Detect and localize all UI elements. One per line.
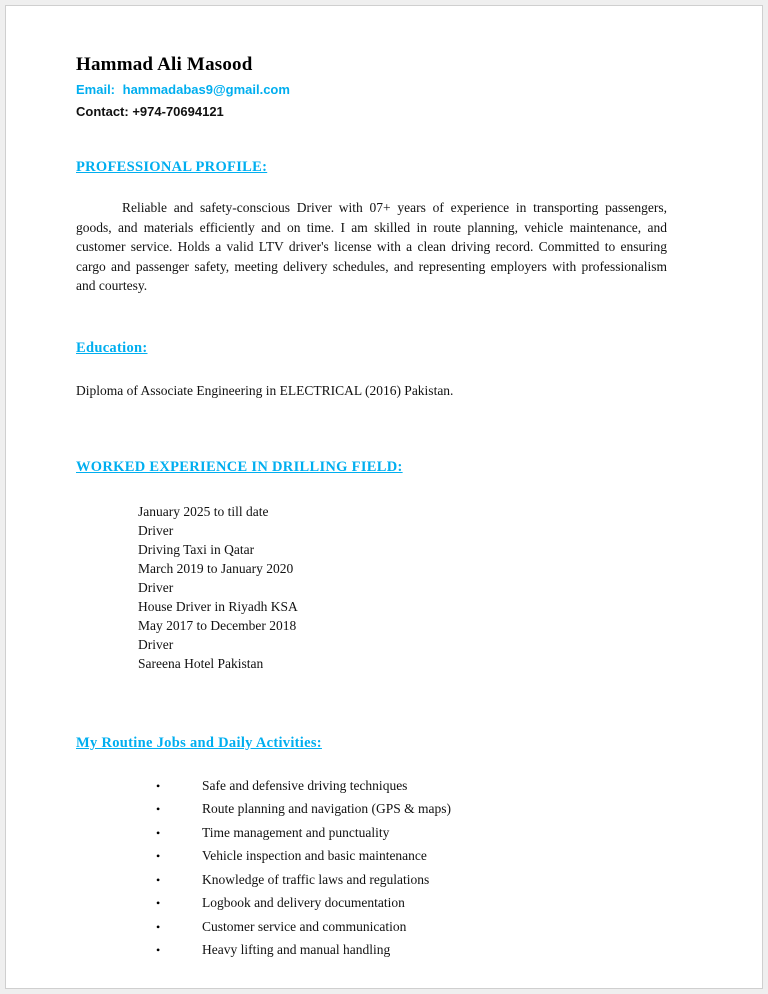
list-item [76,848,667,864]
resume-page [5,5,763,989]
activity-text: Safe and defensive driving techniques [202,777,408,793]
activity-text: Vehicle inspection and basic maintenance [202,848,427,863]
section-heading-profile: PROFESSIONAL PROFILE: [76,159,268,175]
section-heading-activities: My Routine Jobs and Daily Activities: [76,734,322,751]
experience-line: May 2017 to December 2018 [138,617,297,633]
list-item [76,825,667,841]
activity-text: Heavy lifting and manual handling [202,942,391,957]
activity-text: Route planning and navigation (GPS & maps) [202,801,451,816]
experience-line: Driver [138,636,174,652]
experience-line: Driving Taxi in Qatar [138,541,255,557]
experience-line: Driver [138,579,174,595]
bullet-icon: • [156,872,161,887]
experience-line: Sareena Hotel Pakistan [138,655,264,671]
experience-line: January 2025 to till date [138,503,269,519]
list-item [76,872,667,888]
email-line [76,82,667,97]
email-link[interactable]: hammadabas9@gmail.com [122,82,290,97]
section-heading-experience: WORKED EXPERIENCE IN DRILLING FIELD: [76,458,403,475]
profile-paragraph: Reliable and safety-conscious Driver with 07+ years of experience in transporting passengers, goods, and materials efficiently and on time. I am skilled in route planning, vehicle maintenance, and customer service. Holds a valid LTV driver's license with a clean driving record. Committed to ensuring cargo and passenger safety, meeting delivery schedules, and representing employers with professionalism and courtesy. [76,200,667,293]
experience-line: Driver [138,522,174,538]
activity-text: Logbook and delivery documentation [202,895,405,910]
activities-list [76,778,667,959]
activity-text: Time management and punctuality [202,824,390,840]
email-label: Email: [76,82,116,97]
bullet-icon: • [156,802,161,816]
section-heading-education: Education: [76,339,148,356]
bullet-icon: • [156,849,161,863]
experience-line: March 2019 to January 2020 [138,560,294,576]
candidate-name: Hammad Ali Masood [76,54,253,75]
contact-line: Contact: +974-70694121 [76,104,224,119]
bullet-icon: • [156,825,161,840]
list-item [76,942,667,958]
experience-line: House Driver in Riyadh KSA [138,598,298,614]
list-item [76,801,667,817]
list-item [76,778,667,794]
bullet-icon: • [156,896,161,910]
activity-text: Knowledge of traffic laws and regulations [202,871,430,887]
list-item [76,895,667,911]
bullet-icon: • [156,778,161,793]
education-line: Diploma of Associate Engineering in ELECTRICAL (2016) Pakistan. [76,382,454,398]
bullet-icon: • [156,943,161,957]
bullet-icon: • [156,919,161,934]
experience-list [76,502,667,673]
activity-text: Customer service and communication [202,918,407,934]
list-item [76,919,667,935]
